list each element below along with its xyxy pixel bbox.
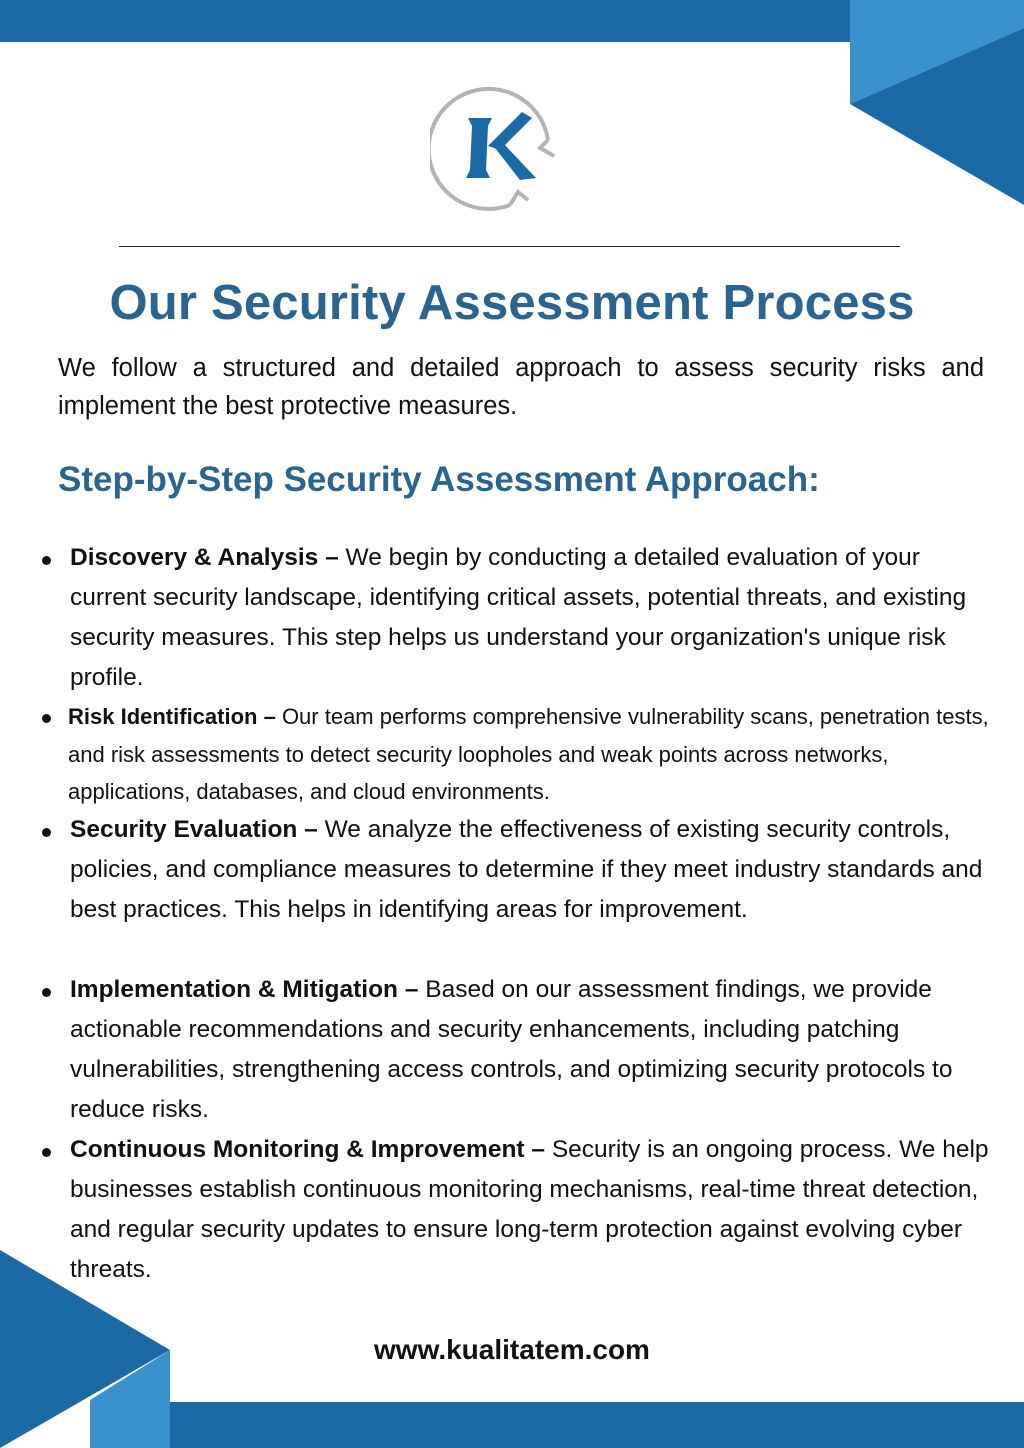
step-body: We analyze the effectiveness of existing security controls, policies, and compliance measures to determine if they meet industry standards and best practices. This helps in identifying areas for improvement. [70,816,983,923]
step-title: Discovery & Analysis – [70,544,339,571]
step-description [70,538,1000,698]
bullet-icon [42,556,51,565]
bullet-icon [42,714,51,723]
step-description [70,1130,1006,1290]
step-title: Risk Identification – [68,704,276,729]
step-body: Based on our assessment findings, we provide actionable recommendations and security enhancements, including patching vulnerabilities, strengthening access controls, and optimizing security protocols to reduce risks. [70,976,953,1123]
step-title: Security Evaluation – [70,816,318,843]
step-body: We begin by conducting a detailed evaluation of your current security landscape, identifying critical assets, potential threats, and existing security measures. This step helps us understand your organization's unique risk profile. [70,544,967,691]
section-subtitle: Step-by-Step Security Assessment Approach: [58,460,820,499]
top-banner-bar [0,0,880,42]
step-description [68,698,1002,811]
header-divider [119,246,900,247]
intro-paragraph: We follow a structured and detailed approach to assess security risks and implement the best protective measures. [58,354,984,420]
step-description [70,810,1002,930]
step-title: Implementation & Mitigation – [70,976,419,1003]
bottom-banner-bar [170,1402,1024,1448]
step-description [70,970,975,1130]
kualitatem-k-logo-icon [430,82,560,212]
step-title: Continuous Monitoring & Improvement – [70,1136,546,1163]
step-body: Our team performs comprehensive vulnerability scans, penetration tests, and risk assessments to detect security loopholes and weak points across networks, applications, databases, and cloud environments. [68,704,989,804]
page-title: Our Security Assessment Process [109,276,915,330]
bullet-icon [42,828,51,837]
step-body: Security is an ongoing process. We help businesses establish continuous monitoring mechanisms, real-time threat detection, and regular security updates to ensure long-term protection against evolving cyber threats. [70,1136,989,1283]
bullet-icon [42,1148,51,1157]
website-link[interactable]: www.kualitatem.com [374,1334,650,1365]
bullet-icon [42,988,51,997]
